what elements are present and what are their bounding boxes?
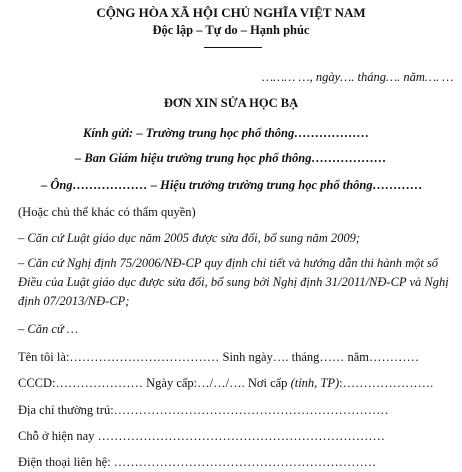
motto: Độc lập – Tự do – Hạnh phúc [152,23,310,37]
id-field-suffix: :…………………. [339,376,434,390]
current-address-field: Chỗ ở hiện nay …………………………………………………………… [18,429,386,443]
authority-note: (Hoặc chủ thể khác có thẩm quyền) [18,205,196,219]
form-title: ĐƠN XIN SỬA HỌC BẠ [163,96,299,110]
id-field-prefix: CCCD:………………… Ngày cấp:…/…/…. Nơi cấp [18,376,291,390]
id-field-place-hint: (tỉnh, TP) [290,376,340,390]
recipient-line-3: – Ông……………… – Hiệu trưởng trường trung học phổ thông………… [41,178,423,192]
nation-heading: CỘNG HÒA XÃ HỘI CHỦ NGHĨA VIỆT NAM [96,5,366,20]
recipient-line-1: Kính gửi: – Trường trung học phổ thông……………… [83,126,370,140]
legal-basis-3: – Căn cứ … [18,322,78,336]
legal-basis-2-line-3: định 07/2013/NĐ-CP; [18,294,130,308]
legal-basis-2-line-1: – Căn cứ Nghị định 75/2006/NĐ-CP quy định chi tiết và hướng dẫn thi hành một số [18,256,439,270]
phone-field: Điện thoại liên hệ: ……………………………………………………… [18,455,377,469]
id-field [18,376,433,391]
recipient-line-2: – Ban Giám hiệu trường trung học phổ thông……………… [75,151,387,165]
motto-underline [204,47,262,48]
legal-basis-2-line-2: Điều của Luật giáo dục được sửa đổi, bổ sung bởi Nghị định 31/2011/NĐ-CP và Nghị [18,275,449,289]
name-field: Tên tôi là:……………………………… Sinh ngày…. tháng…… năm………… [18,350,420,364]
date-line: ……… …, ngày…. tháng…. năm…. … [262,70,454,84]
permanent-address-field: Địa chỉ thường trú:………………………………………………………… [18,403,389,417]
legal-basis-1: – Căn cứ Luật giáo dục năm 2005 được sửa đổi, bổ sung năm 2009; [18,231,361,245]
